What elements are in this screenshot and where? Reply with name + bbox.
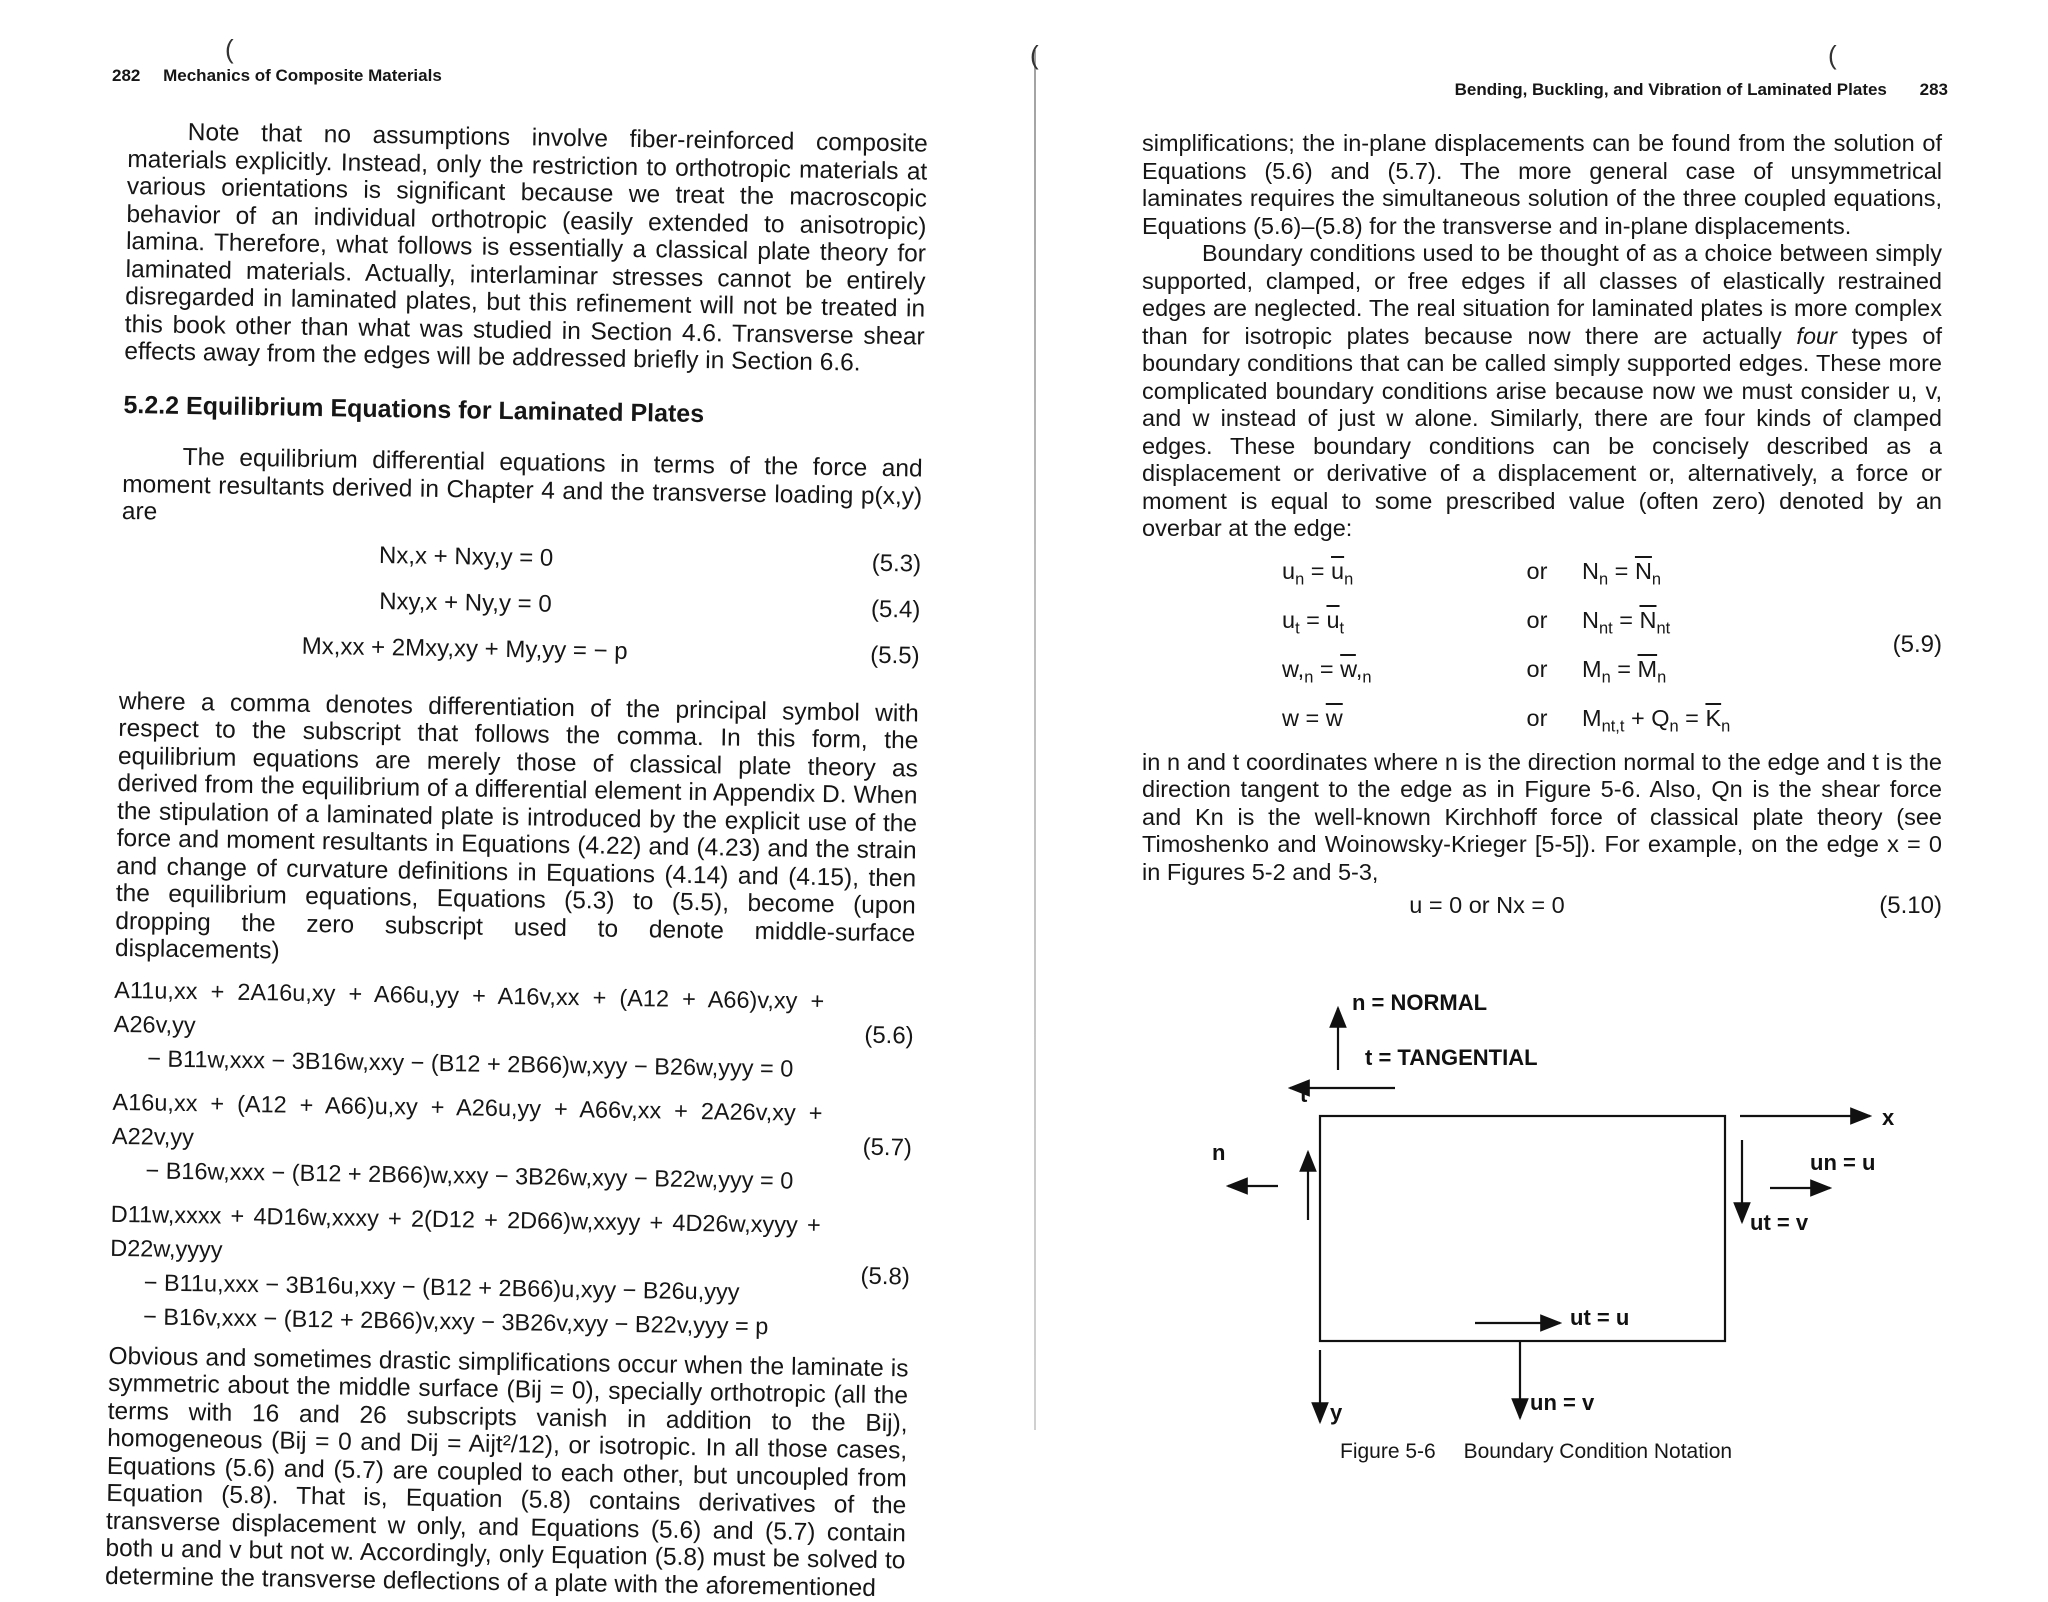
equation-5-6 — [113, 972, 915, 1087]
figure-title: Boundary Condition Notation — [1463, 1440, 1733, 1463]
equation-5-8 — [109, 1196, 911, 1345]
bc-or-4: or — [1526, 704, 1548, 731]
equation-5-8-line-1: D11w,xxxx + 4D16w,xxxy + 2(D12 + 2D66)w,xxyy + 4D26w,xyyy + D22w,yyyy — [110, 1200, 821, 1263]
equation-5-10 — [1142, 892, 1942, 920]
left-head-title: Mechanics of Composite Materials — [163, 66, 442, 85]
equation-5-10-number: (5.10) — [1879, 892, 1942, 919]
figure-5-6-caption — [1340, 1440, 1732, 1464]
bc-Nnt: $N_{nt} = \overline{N}_{nt}$ — [1582, 606, 1671, 638]
label-normal: n = NORMAL — [1352, 990, 1488, 1015]
left-paragraph-1: Note that no assumptions involve fiber-reinforced composite materials explicitly. Instead, only the restriction to orthotropic materials at various orientations is significant because we treat the macroscopic behavior of an individual orthotropic (easily extended to anisotropic) lamina. Therefore, what follows is essentially a classical plate theory for laminated materials. Actually, interlaminar stresses cannot be entirely disregarded in laminated plates, but this refinement will not be treated in this book other than what was studied in Section 4.6. Transverse shear effects away from the edges will be addressed briefly in Section 6.6. — [124, 118, 928, 377]
right-running-head — [1455, 80, 1948, 100]
equation-5-8-number: (5.8) — [860, 1262, 911, 1291]
equation-5-8-line-3: − B16v,xxx − (B12 + 2B66)v,xxy − 3B26v,xyy − B22v,yyy = p — [142, 1302, 769, 1339]
scan-mark: ( — [1030, 40, 1039, 70]
right-paragraph-2-emphasis: four — [1796, 322, 1837, 349]
equation-5-7-line-1: A16u,xx + (A12 + A66)u,xy + A26u,yy + A66v,xx + 2A26v,xy + A22v,yy — [111, 1088, 823, 1150]
bc-Mn: $M_n = \overline{M}_n$ — [1582, 655, 1667, 687]
equation-5-5-body: Mx,xx + 2Mxy,xy + My,yy = − p — [301, 632, 628, 665]
equation-5-7 — [111, 1084, 913, 1199]
label-tangential: t = TANGENTIAL — [1365, 1045, 1538, 1070]
label-y: y — [1330, 1400, 1343, 1425]
left-page — [0, 0, 1020, 1602]
equation-5-6-line-1: A11u,xx + 2A16u,xy + A66u,yy + A16v,xx + (A12 + A66)v,xy + A26v,yy — [113, 976, 825, 1038]
right-paragraph-2-part-1: Boundary conditions used to be thought of as a choice between simply supported, clamped, or free edges if all classes of elastically restrained edges are neglected. The real situation for laminated plates is more complex than for isotropic plates because now there are actually — [1142, 240, 1942, 349]
section-heading: 5.2.2 Equilibrium Equations for Laminated Plates — [123, 390, 705, 428]
label-n: n — [1212, 1140, 1226, 1165]
label-ut-v: ut = v — [1750, 1210, 1809, 1235]
bc-or-1: or — [1526, 557, 1548, 584]
label-un-u: un = u — [1810, 1150, 1876, 1175]
equation-5-6-number: (5.6) — [864, 1021, 914, 1050]
right-body-text — [1142, 130, 1942, 926]
left-paragraph-2: The equilibrium differential equations in terms of the force and moment resultants derived in Chapter 4 and the transverse loading p(x,y) are — [121, 443, 923, 526]
equations-5-3-to-5-5 — [119, 537, 921, 688]
equation-5-4-number: (5.4) — [870, 595, 921, 624]
plate-rectangle — [1320, 1116, 1725, 1341]
equation-5-8-line-2: − B11u,xxx − 3B16u,xxy − (B12 + 2B66)u,xyy − B26u,yyy — [143, 1268, 740, 1305]
right-head-title: Bending, Buckling, and Vibration of Laminated Plates — [1454, 80, 1887, 99]
right-paragraph-1: simplifications; the in-plane displacements can be found from the solution of Equations (5.6) and (5.7). The more general case of unsymmetrical laminates requires the simultaneous solution of the three coupled equations, Equations (5.6)–(5.8) for the transverse and in-plane displacements. — [1142, 130, 1942, 239]
equation-5-5-number: (5.5) — [870, 641, 920, 669]
label-un-v: un = v — [1530, 1390, 1595, 1415]
scan-mark: ( — [225, 34, 234, 64]
bc-ut: $u_t = \overline{u}_t$ — [1282, 606, 1345, 638]
bc-w: $w = \overline{w}$ — [1282, 704, 1343, 731]
equation-5-4-body: Nxy,x + Ny,y = 0 — [378, 587, 552, 618]
bc-Kn: $M_{nt,t} + Q_n = \overline{K}_n$ — [1582, 704, 1731, 736]
figure-number: Figure 5-6 — [1340, 1440, 1436, 1463]
left-page-number: 282 — [112, 66, 141, 85]
left-paragraph-3: where a comma denotes differentiation of the principal symbol with respect to the subscript that follows the comma. In this form, the equilibrium equations are merely those of classical plate theory as derived from the equilibrium of a differential element in Appendix D. When the stipulation of a laminated plate is introduced by the explicit use of the force and moment resultants in Equations (4.22) and (4.23) and the strain and change of curvature definitions in Equations (4.14) and (4.15), then the equilibrium equations, Equations (5.3) to (5.5), become (upon dropping the zero subscript used to denote middle-surface displacements) — [114, 687, 919, 965]
bc-wn: $w,_n = \overline{w},_n$ — [1282, 655, 1372, 687]
equation-5-3-body: Nx,x + Nxy,y = 0 — [378, 541, 554, 572]
right-paragraph-2 — [1142, 240, 1942, 543]
label-ut-u: ut = u — [1570, 1305, 1630, 1330]
bc-or-2: or — [1526, 606, 1548, 633]
right-paragraph-2-part-2: types of boundary conditions that can be called simply supported edges. These more complicated boundary conditions arise because now we must consider u, v, and w instead of just w alone. Similarly, there are four kinds of clamped edges. These boundary conditions can be concisely described as a displacement or derivative of a displacement or, alternatively, a force or moment is equal to some prescribed value (often zero) denoted by an overbar at the edge: — [1142, 322, 1942, 541]
equation-5-7-number: (5.7) — [862, 1133, 913, 1162]
bc-un: $u_n = \overline{u}_n$ — [1282, 557, 1354, 589]
equation-5-9-number: (5.9) — [1892, 630, 1942, 658]
left-running-head — [112, 66, 442, 86]
equation-5-9 — [1142, 551, 1942, 739]
left-body-text — [105, 118, 928, 1602]
equation-5-3-number: (5.3) — [871, 549, 922, 578]
equation-5-10-body: u = 0 or Nx = 0 — [1409, 892, 1565, 918]
bc-or-3: or — [1526, 655, 1548, 682]
right-paragraph-3: in n and t coordinates where n is the direction normal to the edge and t is the direction tangent to the edge as in Figure 5-6. Also, Qn is the shear force and Kn is the well-known Kirchhoff force of classical plate theory (see Timoshenko and Woinowsky-Krieger [5-5]). For example, on the edge x = 0 in Figures 5-2 and 5-3, — [1142, 748, 1942, 885]
boundary-condition-table — [1282, 551, 1842, 739]
equation-5-7-line-2: − B16w,xxx − (B12 + 2B66)w,xxy − 3B26w,xyy − B22w,yyy = 0 — [145, 1156, 794, 1194]
left-paragraph-4: Obvious and sometimes drastic simplifications occur when the laminate is symmetric about the middle surface (Bij = 0), specially orthotropic (all the terms with 16 and 26 subscripts vanish in addition to the Bij), homogeneous (Bij = 0 and Dij = Aijt²/12), or isotropic. In all those cases, Equations (5.6) and (5.7) are coupled to each other, but uncoupled from Equation (5.8). That is, Equation (5.8) contains derivatives of the transverse displacement w only, and Equations (5.6) and (5.7) contain both u and v but not w. Accordingly, only Equation (5.8) must be solved to determine the transverse deflections of a plate with the aforementioned — [104, 1342, 909, 1602]
figure-5-6-diagram — [1130, 940, 1950, 1500]
bc-Nn: $N_n = \overline{N}_n$ — [1582, 557, 1662, 589]
label-t: t — [1300, 1082, 1308, 1107]
label-x: x — [1882, 1105, 1895, 1130]
equation-5-6-line-2: − B11w,xxx − 3B16w,xxy − (B12 + 2B66)w,xyy − B26w,yyy = 0 — [147, 1044, 794, 1082]
scan-mark: ( — [1828, 40, 1837, 70]
right-page-number: 283 — [1919, 80, 1948, 99]
